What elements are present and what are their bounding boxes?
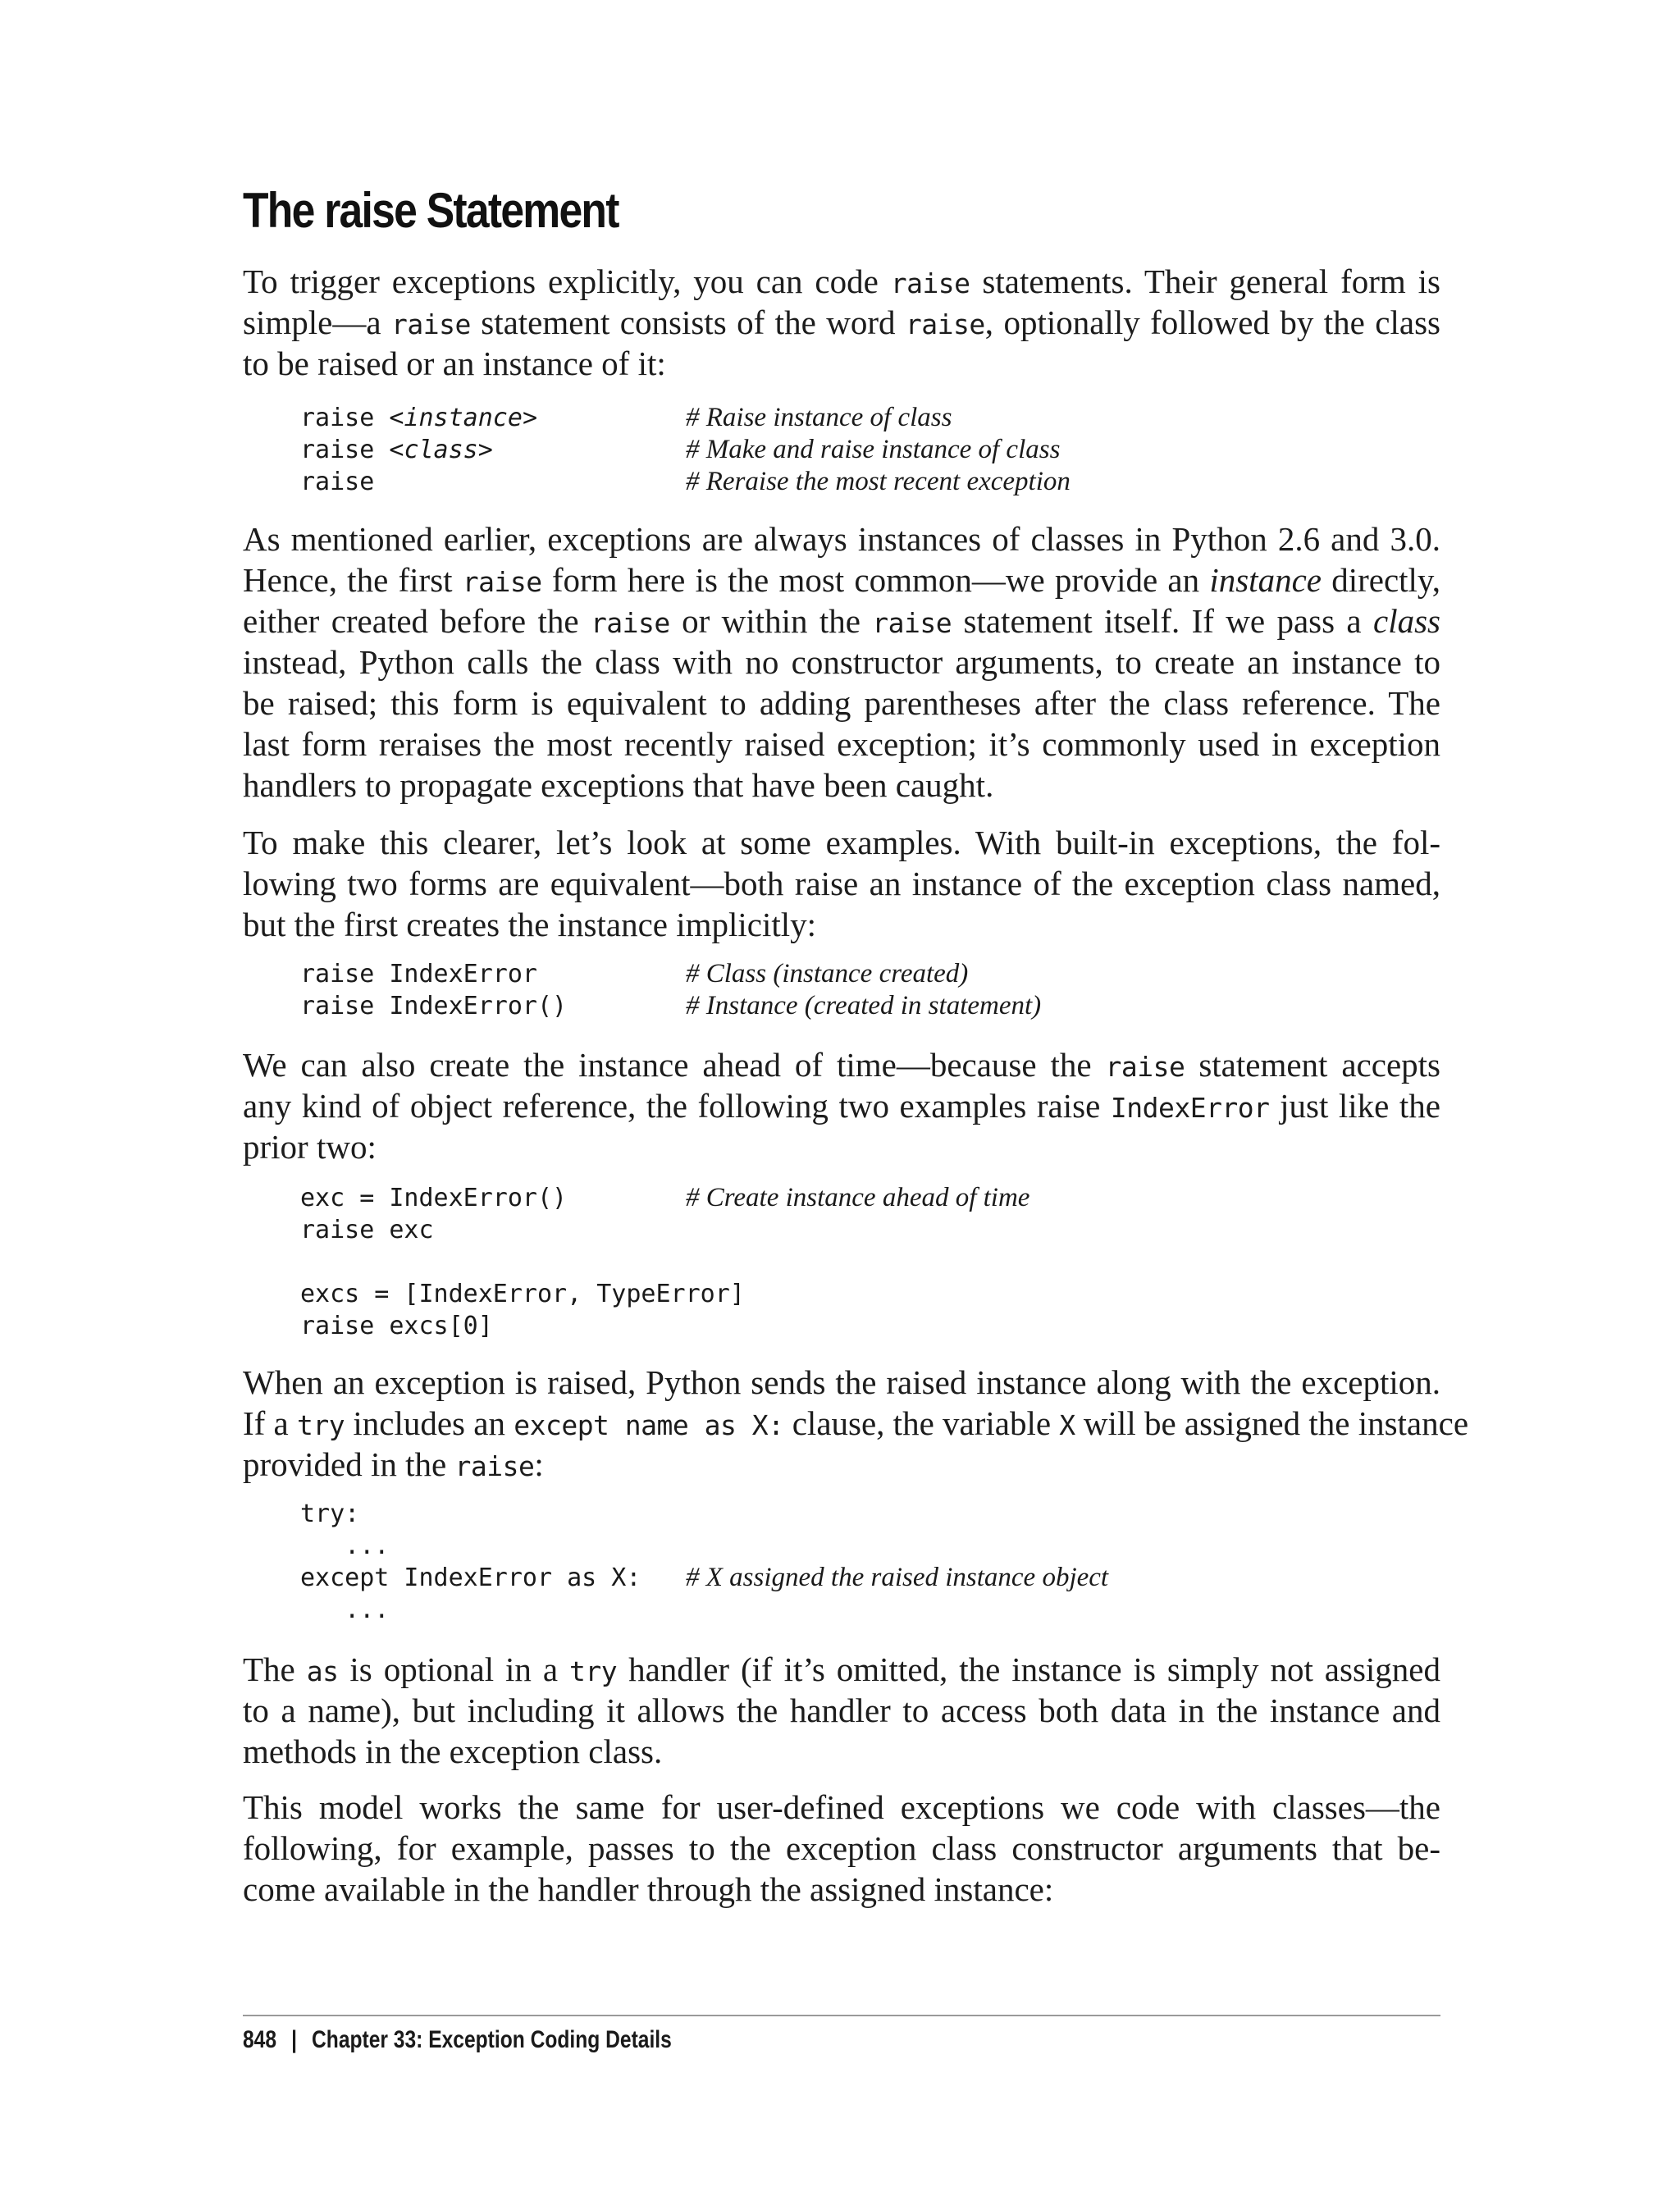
code-comment: # Make and raise instance of class bbox=[686, 435, 1061, 464]
inline-code: raise bbox=[462, 566, 542, 598]
inline-code: IndexError bbox=[1110, 1092, 1270, 1124]
section-heading: The raise Statement bbox=[243, 183, 619, 238]
code-line: raise <instance> # Raise instance of class bbox=[300, 403, 952, 432]
inline-code: raise bbox=[890, 267, 970, 299]
code-comment: # Instance (created in statement) bbox=[686, 991, 1042, 1020]
code-line: ... bbox=[300, 1532, 390, 1560]
code-line: raise IndexError # Class (instance created) bbox=[300, 959, 969, 988]
code-line bbox=[300, 1246, 745, 1278]
code-line: except IndexError as X: # X assigned the raised instance object bbox=[300, 1563, 1109, 1592]
paragraph-explanation: As mentioned earlier, exceptions are always instances of classes in Python 2.6 and 3.0. Hence, the first raise form here is the most common—we provide an instance directly, either created before the raise or within the raise statement itself. If we pass a class instead, Python calls the class with no constructor arguments, to create an instance to be raised; this form is equivalent to adding parentheses after the class reference. The last form reraises the most recently raised exception; it’s commonly used in exception handlers to propagate exceptions that have been caught. bbox=[243, 520, 1441, 804]
code-line: raise <class> # Make and raise instance of class bbox=[300, 435, 1061, 464]
code-line: ... bbox=[300, 1596, 390, 1624]
code-comment: # X assigned the raised instance object bbox=[686, 1563, 1109, 1592]
code-line: exc = IndexError() # Create instance ahead of time bbox=[300, 1183, 1030, 1212]
code-line: try: bbox=[300, 1500, 360, 1528]
inline-code: as bbox=[306, 1655, 339, 1687]
code-block-try-except bbox=[300, 1498, 1109, 1626]
footer-rule bbox=[243, 2015, 1440, 2016]
inline-code: raise bbox=[390, 308, 471, 340]
paragraph-intro: To trigger exceptions explicitly, you can code raise statements. Their general form is simple—a raise statement consists of the word raise, optionally followed by the class to be raised or an instance of it: bbox=[243, 262, 1441, 382]
paragraph-ahead-of-time: We can also create the instance ahead of time—because the raise statement accepts any kind of object reference, the following two examples raise IndexError just like the prior two: bbox=[243, 1046, 1440, 1166]
code-comment: # Class (instance created) bbox=[686, 959, 969, 988]
code-line: raise IndexError() # Instance (created in statement) bbox=[300, 991, 1042, 1020]
page-footer bbox=[243, 2026, 672, 2054]
code-comment: # Raise instance of class bbox=[686, 403, 952, 432]
footer-separator: | bbox=[291, 2026, 297, 2053]
code-line: raise # Reraise the most recent exception bbox=[300, 467, 1071, 496]
inline-code: raise bbox=[590, 607, 670, 639]
code-line: raise excs[0] bbox=[300, 1312, 493, 1340]
chapter-title: Chapter 33: Exception Coding Details bbox=[312, 2026, 672, 2053]
inline-code: raise bbox=[905, 308, 985, 340]
inline-code: X bbox=[1059, 1409, 1075, 1441]
page-number: 848 bbox=[243, 2026, 277, 2053]
paragraph-examples: To make this clearer, let’s look at some examples. With built-in exceptions, the fol- lowing two forms are equivalent—both raise an instance of the exception class named, but the first creates the instance implicitly: bbox=[243, 824, 1440, 943]
code-line: excs = [IndexError, TypeError] bbox=[300, 1280, 745, 1308]
code-block-builtin bbox=[300, 958, 1042, 1022]
inline-code: raise bbox=[454, 1450, 535, 1482]
inline-code: try bbox=[297, 1409, 345, 1441]
inline-code: raise bbox=[1105, 1051, 1185, 1083]
code-block-raise-forms bbox=[300, 402, 1071, 498]
inline-code: except name as X: bbox=[514, 1409, 784, 1441]
paragraph-raised-instance: When an exception is raised, Python sends the raised instance along with the exception. If a try includes an except name as X: clause, the variable X will be assigned the instance provided in the raise: bbox=[243, 1363, 1469, 1483]
code-comment: # Reraise the most recent exception bbox=[686, 467, 1071, 496]
inline-code: raise bbox=[872, 607, 952, 639]
paragraph-user-defined: This model works the same for user-defined exceptions we code with classes—the following, for example, passes to the exception class constructor arguments that be- come available in the handler through the assigned instance: bbox=[243, 1788, 1440, 1908]
code-line: raise exc bbox=[300, 1216, 434, 1244]
code-comment: # Create instance ahead of time bbox=[686, 1183, 1030, 1212]
inline-code: try bbox=[569, 1655, 618, 1687]
paragraph-as-optional: The as is optional in a try handler (if it’s omitted, the instance is simply not assigned to a name), but including it allows the handler to access both data in the instance and methods in the exception class. bbox=[243, 1650, 1440, 1770]
code-block-instance-ahead bbox=[300, 1182, 1030, 1342]
